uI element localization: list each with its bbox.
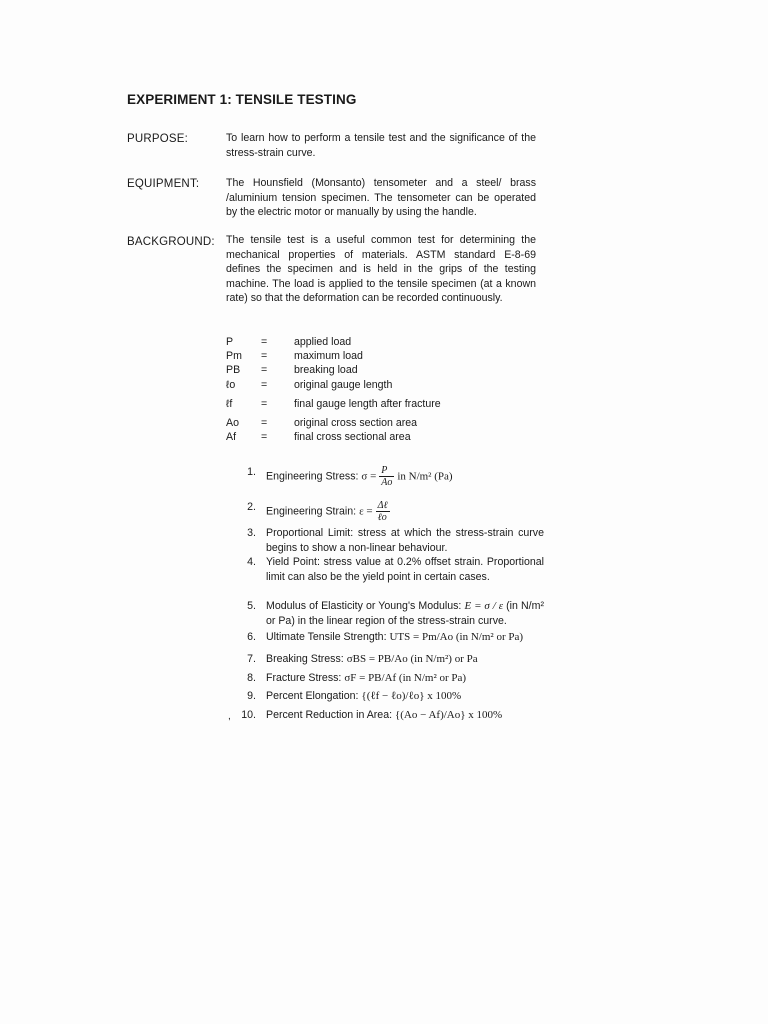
item-number: 9. (247, 690, 256, 702)
item-number: 2. (247, 501, 256, 513)
item-number: 6. (247, 631, 256, 643)
formula: E = σ / ε (464, 600, 504, 612)
equals: = (261, 336, 268, 348)
item-text (266, 630, 544, 645)
formula-suffix: in N/m² (Pa) (397, 470, 453, 483)
item-label: Breaking Stress: (266, 653, 344, 665)
symbol: Af (226, 431, 237, 443)
formula: σ = (361, 470, 377, 483)
item-label: Percent Reduction in Area: (266, 709, 393, 721)
equals: = (261, 431, 268, 443)
item-text (266, 671, 544, 686)
item-label: Fracture Stress: (266, 672, 342, 684)
item-text: Proportional Limit: stress at which the stress-strain curve begins to show a non-linear behaviour. (266, 527, 544, 554)
fraction-denominator: Ao (381, 477, 393, 488)
symbol: ℓf (226, 398, 233, 410)
equals: = (261, 379, 268, 391)
item-text: Yield Point: stress value at 0.2% offset strain. Proportional limit can also be the yield point in certain cases. (266, 556, 544, 583)
item-text (266, 599, 544, 628)
item-number: 8. (247, 672, 256, 684)
fraction (376, 500, 390, 523)
item-number: 4. (247, 556, 256, 568)
equals: = (261, 364, 268, 376)
purpose-label: PURPOSE: (127, 133, 189, 145)
formula: ε = (359, 505, 373, 518)
item-number: 10. (241, 709, 256, 721)
item-label: Engineering Strain: (266, 505, 357, 518)
fraction (379, 465, 394, 488)
equals: = (261, 350, 268, 362)
symbol-description: final cross sectional area (294, 431, 411, 443)
formula: UTS = Pm/Ao (in N/m² or Pa) (389, 631, 524, 643)
item-label: Engineering Stress: (266, 470, 359, 483)
symbol: ℓo (226, 379, 236, 391)
formula: {(Ao − Af)/Ao} x 100% (394, 709, 503, 721)
symbol: Pm (226, 350, 242, 362)
item-text (266, 465, 544, 488)
symbol-description: original cross section area (294, 417, 418, 429)
symbol: P (226, 336, 234, 348)
equipment-label: EQUIPMENT: (127, 178, 200, 190)
page-title: EXPERIMENT 1: TENSILE TESTING (127, 92, 357, 107)
fraction-numerator: Δℓ (377, 500, 388, 511)
symbol-description: final gauge length after fracture (294, 398, 441, 410)
symbol-description: applied load (294, 336, 352, 348)
formula: σBS = PB/Ao (in N/m²) or Pa (346, 653, 478, 665)
item-label: Percent Elongation: (266, 690, 359, 702)
fraction-denominator: ℓo (377, 512, 387, 523)
background-label: BACKGROUND: (127, 236, 215, 248)
equals: = (261, 398, 268, 410)
fraction-numerator: P (379, 465, 394, 477)
equals: = (261, 417, 268, 429)
item-number: 1. (247, 466, 256, 478)
item-number: 3. (247, 527, 256, 539)
item-number: 5. (247, 600, 256, 612)
symbol-description: maximum load (294, 350, 363, 362)
item-label: Ultimate Tensile Strength: (266, 631, 387, 643)
purpose-text: To learn how to perform a tensile test and the significance of the stress-strain curve. (226, 132, 536, 159)
item-text (266, 652, 544, 667)
symbol-description: breaking load (294, 364, 358, 376)
formula: σF = PB/Af (in N/m² or Pa) (344, 672, 467, 684)
item-number: 7. (247, 653, 256, 665)
equipment-text: The Hounsfield (Monsanto) tensometer and a steel/ brass /aluminium tension specimen. The tensometer can be operated by the electric motor or manually by using the handle. (226, 177, 536, 219)
margin-mark: , (228, 711, 231, 722)
symbol-description: original gauge length (294, 379, 393, 391)
background-text: The tensile test is a useful common test for determining the mechanical properties of materials. ASTM standard E-8-69 defines the specimen and is held in the grips of the testing machine. The load is applied to the tensile specimen (at a known rate) so that the deformation can be recorded continuously. (226, 234, 536, 305)
formula: {(ℓf − ℓo)/ℓo} x 100% (361, 690, 462, 702)
item-text (266, 708, 544, 723)
item-label: Modulus of Elasticity or Young's Modulus: (266, 600, 462, 612)
symbol: PB (226, 364, 241, 376)
item-text (266, 500, 544, 523)
item-text (266, 689, 544, 704)
formula-suffix: (in N/m² or Pa) in the linear region of the stress-strain curve. (266, 600, 544, 627)
symbol: Ao (226, 417, 239, 429)
